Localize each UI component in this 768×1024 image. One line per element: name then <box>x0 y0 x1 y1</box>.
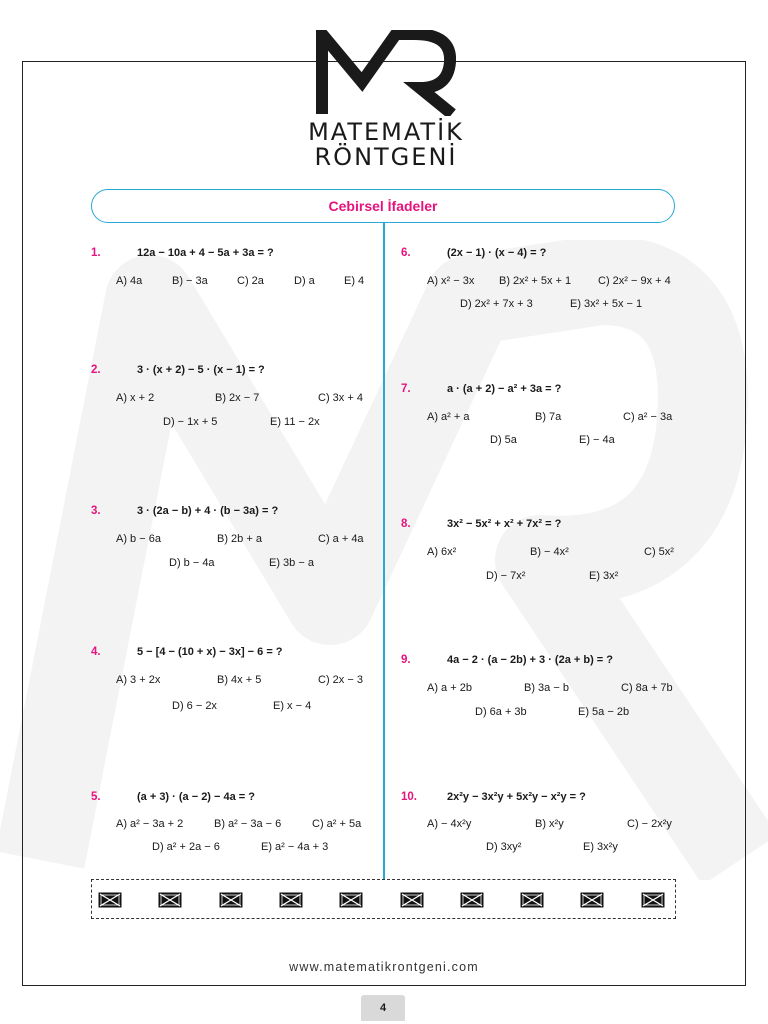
option-a[interactable]: A) a + 2b <box>427 682 472 694</box>
question-number: 8. <box>401 518 411 530</box>
question-5 <box>91 791 376 861</box>
option-e[interactable]: E) 3x² + 5x − 1 <box>570 298 643 310</box>
option-d[interactable]: D) a <box>294 275 315 287</box>
option-e[interactable]: E) 11 − 2x <box>270 416 320 428</box>
option-b[interactable]: B) − 4x² <box>530 546 569 558</box>
option-b[interactable]: B) 7a <box>535 411 562 423</box>
option-b[interactable]: B) 2x − 7 <box>215 392 260 404</box>
question-text: 3 · (x + 2) − 5 · (x − 1) = ? <box>137 364 265 376</box>
question-text: 3x² − 5x² + x² + 7x² = ? <box>447 518 562 530</box>
option-b[interactable]: B) 2x² + 5x + 1 <box>499 275 572 287</box>
question-9 <box>401 654 686 724</box>
option-e[interactable]: E) 3b − a <box>269 557 314 569</box>
option-d[interactable]: D) − 1x + 5 <box>163 416 218 428</box>
question-number: 2. <box>91 364 101 376</box>
question-text: 12a − 10a + 4 − 5a + 3a = ? <box>137 247 274 259</box>
section-title: Cebirsel İfadeler <box>328 198 438 214</box>
option-c[interactable]: C) 3x + 4 <box>318 392 363 404</box>
option-e[interactable]: E) 4 <box>344 275 365 287</box>
option-a[interactable]: A) a² + a <box>427 411 470 423</box>
option-e[interactable]: E) 3x² <box>589 570 619 582</box>
question-number: 5. <box>91 791 101 803</box>
option-d[interactable]: D) 6 − 2x <box>172 700 217 712</box>
answer-key-strip <box>91 879 676 919</box>
option-a[interactable]: A) b − 6a <box>116 533 161 545</box>
brand-logo <box>306 30 466 170</box>
option-a[interactable]: A) 3 + 2x <box>116 674 161 686</box>
option-d[interactable]: D) b − 4a <box>169 557 215 569</box>
brand-line-2: RÖNTGENİ <box>314 143 458 171</box>
question-3 <box>91 505 376 575</box>
option-b[interactable]: B) 4x + 5 <box>217 674 262 686</box>
option-a[interactable]: A) x + 2 <box>116 392 155 404</box>
mr-logo-icon <box>316 30 456 116</box>
question-number: 10. <box>401 791 417 803</box>
answer-box-icon[interactable] <box>339 892 363 908</box>
option-c[interactable]: C) 2x² − 9x + 4 <box>598 275 671 287</box>
question-10 <box>401 791 686 861</box>
option-d[interactable]: D) 2x² + 7x + 3 <box>460 298 533 310</box>
option-a[interactable]: A) a² − 3a + 2 <box>116 818 184 830</box>
question-text: (2x − 1) · (x − 4) = ? <box>447 247 547 259</box>
answer-box-icon[interactable] <box>400 892 424 908</box>
brand-line-1: MATEMATİK <box>308 118 464 146</box>
option-a[interactable]: A) − 4x²y <box>427 818 472 830</box>
question-6 <box>401 247 686 317</box>
question-text: 5 − [4 − (10 + x) − 3x] − 6 = ? <box>137 646 283 658</box>
option-e[interactable]: E) − 4a <box>579 434 615 446</box>
question-text: 2x²y − 3x²y + 5x²y − x²y = ? <box>447 791 586 803</box>
option-c[interactable]: C) 8a + 7b <box>621 682 673 694</box>
option-d[interactable]: D) − 7x² <box>486 570 526 582</box>
answer-box-icon[interactable] <box>520 892 544 908</box>
option-a[interactable]: A) 4a <box>116 275 143 287</box>
page-number: 4 <box>379 1002 387 1014</box>
question-number: 4. <box>91 646 101 658</box>
answer-box-icon[interactable] <box>641 892 665 908</box>
option-c[interactable]: C) a² + 5a <box>312 818 362 830</box>
answer-box-icon[interactable] <box>219 892 243 908</box>
option-c[interactable]: C) − 2x²y <box>627 818 672 830</box>
column-divider <box>383 223 385 880</box>
option-e[interactable]: E) 3x²y <box>583 841 618 853</box>
question-number: 3. <box>91 505 101 517</box>
question-4 <box>91 646 376 716</box>
page-number-tab <box>361 995 405 1021</box>
option-a[interactable]: A) 6x² <box>427 546 457 558</box>
option-b[interactable]: B) 2b + a <box>217 533 262 545</box>
option-c[interactable]: C) 5x² <box>644 546 674 558</box>
question-number: 6. <box>401 247 411 259</box>
question-text: a · (a + 2) − a² + 3a = ? <box>447 383 562 395</box>
option-e[interactable]: E) 5a − 2b <box>578 706 630 718</box>
question-7 <box>401 383 686 453</box>
option-a[interactable]: A) x² − 3x <box>427 275 475 287</box>
option-b[interactable]: B) 3a − b <box>524 682 569 694</box>
option-c[interactable]: C) 2a <box>237 275 264 287</box>
question-1 <box>91 247 376 297</box>
option-c[interactable]: C) 2x − 3 <box>318 674 363 686</box>
website-url[interactable]: www.matematikrontgeni.com <box>289 960 479 974</box>
question-number: 9. <box>401 654 411 666</box>
option-b[interactable]: B) x²y <box>535 818 564 830</box>
answer-box-icon[interactable] <box>98 892 122 908</box>
option-c[interactable]: C) a² − 3a <box>623 411 673 423</box>
question-text: 3 · (2a − b) + 4 · (b − 3a) = ? <box>137 505 279 517</box>
answer-box-icon[interactable] <box>279 892 303 908</box>
option-e[interactable]: E) x − 4 <box>273 700 312 712</box>
option-d[interactable]: D) 6a + 3b <box>475 706 527 718</box>
answer-box-icon[interactable] <box>460 892 484 908</box>
question-2 <box>91 364 376 434</box>
answer-box-icon[interactable] <box>158 892 182 908</box>
question-8 <box>401 518 686 588</box>
section-title-box <box>91 189 675 223</box>
option-e[interactable]: E) a² − 4a + 3 <box>261 841 329 853</box>
option-b[interactable]: B) a² − 3a − 6 <box>214 818 282 830</box>
question-number: 7. <box>401 383 411 395</box>
question-text: 4a − 2 · (a − 2b) + 3 · (2a + b) = ? <box>447 654 613 666</box>
question-number: 1. <box>91 247 101 259</box>
answer-box-icon[interactable] <box>580 892 604 908</box>
option-b[interactable]: B) − 3a <box>172 275 208 287</box>
option-d[interactable]: D) 5a <box>490 434 517 446</box>
question-text: (a + 3) · (a − 2) − 4a = ? <box>137 791 255 803</box>
option-d[interactable]: D) a² + 2a − 6 <box>152 841 220 853</box>
option-c[interactable]: C) a + 4a <box>318 533 364 545</box>
option-d[interactable]: D) 3xy² <box>486 841 522 853</box>
